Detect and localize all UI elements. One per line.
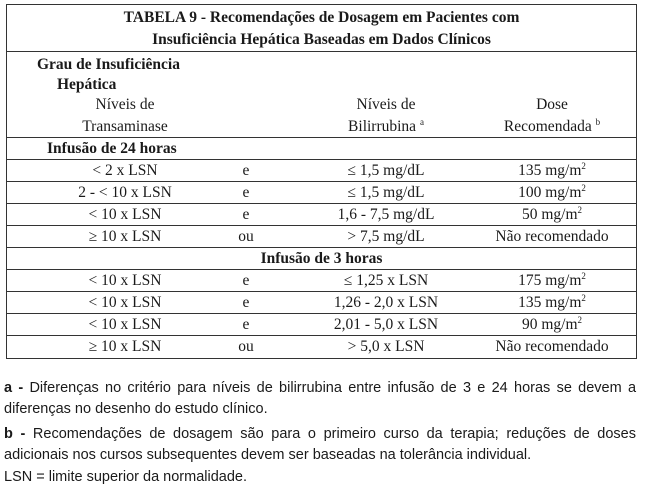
header-bilirrubina-sup: a [419,116,424,127]
section-24h-title: Infusão de 24 horas [7,138,636,160]
cell-conjunction [207,160,285,182]
table-row [7,336,636,358]
cell-dose-sup: 2 [577,314,583,325]
cell-conjunction [207,204,285,226]
cell-bilirrubina [287,204,485,226]
footnote-b-label: b - [4,426,26,442]
header-transaminase-line2: Transaminase [82,118,168,135]
cell-bilirrubina [287,226,485,248]
header-bilirrubina-line1: Níveis de [356,96,416,113]
grau-line2: Hepática [57,76,117,93]
footnote-b-text: Recomendações de dosagem são para o primeiro curso da terapia; reduções de doses adicionais nos cursos subsequentes devem ser baseadas na tolerância individual. [4,426,636,463]
cell-dose [467,226,637,248]
header-dose [467,94,637,138]
cell-bilirrubina [287,314,485,336]
cell-bilirrubina [287,160,485,182]
cell-conjunction [207,336,285,358]
header-bilirrubina-line2 [287,116,485,138]
header-transaminase [7,94,243,138]
cell-dose [467,182,637,204]
header-dose-sup: b [595,116,601,127]
cell-dose-text: 100 mg/m [518,184,582,201]
cell-dose [467,336,637,358]
cell-dose-text: Não recomendado [495,338,609,355]
cell-conjunction-text: e [242,184,250,201]
cell-bilirrubina [287,292,485,314]
grau-heading [7,52,636,94]
cell-bilirrubina-text: 1,26 - 2,0 x LSN [333,294,439,311]
cell-dose-sup: 2 [581,182,586,193]
cell-conjunction [207,226,285,248]
cell-transaminase-text: ≥ 10 x LSN [88,228,162,245]
header-transaminase-line1: Níveis de [95,96,155,113]
cell-bilirrubina-text: > 7,5 mg/dL [347,228,425,245]
cell-bilirrubina [287,270,485,292]
header-bilirrubina-text: Bilirrubina [348,118,417,135]
cell-bilirrubina-text: ≤ 1,5 mg/dL [347,162,425,179]
cell-dose [467,292,637,314]
cell-bilirrubina-text: 1,6 - 7,5 mg/dL [337,206,435,223]
cell-transaminase-text: 2 - < 10 x LSN [78,184,172,201]
cell-dose-sup: 2 [581,160,586,171]
cell-dose-text: Não recomendado [495,228,609,245]
cell-conjunction-text: e [242,206,250,223]
cell-transaminase-text: < 2 x LSN [92,162,158,179]
cell-bilirrubina-text: ≤ 1,5 mg/dL [347,184,425,201]
table-row [7,314,636,336]
grau-line1: Grau de Insuficiência [37,56,180,73]
table-row [7,182,636,204]
cell-conjunction-text: ou [238,228,254,245]
table-row [7,226,636,248]
cell-dose-text: 135 mg/m [518,162,582,179]
cell-transaminase-text: ≥ 10 x LSN [88,338,162,355]
footnote-a-text: Diferenças no critério para níveis de bilirrubina entre infusão de 3 e 24 horas se devem a diferenças no desenho do estudo clínico. [4,380,637,417]
cell-dose-text: 50 mg/m [521,206,578,223]
cell-bilirrubina [287,336,485,358]
cell-conjunction [207,292,285,314]
table-row [7,204,636,226]
cell-transaminase-text: < 10 x LSN [88,294,162,311]
table-row [7,160,636,182]
footnote-lsn: LSN = limite superior da normalidade. [4,469,247,485]
cell-conjunction-text: e [242,316,250,333]
footnote-a-label: a - [4,380,24,396]
cell-conjunction [207,314,285,336]
cell-dose [467,160,637,182]
cell-dose [467,314,637,336]
cell-conjunction-text: ou [238,338,254,355]
column-headers [7,94,636,138]
cell-conjunction-text: e [242,272,250,289]
footnote-a [4,378,636,420]
cell-conjunction-text: e [242,162,250,179]
cell-bilirrubina-text: > 5,0 x LSN [347,338,425,355]
cell-conjunction [207,182,285,204]
cell-bilirrubina [287,182,485,204]
table-title-line1: TABELA 9 - Recomendações de Dosagem em Pacientes com [123,9,520,26]
header-bilirrubina [287,94,485,138]
cell-dose-text: 175 mg/m [518,272,582,289]
cell-conjunction [207,270,285,292]
cell-bilirrubina-text: 2,01 - 5,0 x LSN [333,316,439,333]
cell-dose [467,270,637,292]
cell-dose-text: 135 mg/m [518,294,582,311]
section-3h-title: Infusão de 3 horas [7,248,636,270]
cell-transaminase-text: < 10 x LSN [88,272,162,289]
header-dose-line2 [467,116,637,138]
header-dose-line1: Dose [536,96,568,113]
cell-dose-text: 90 mg/m [521,316,578,333]
cell-transaminase-text: < 10 x LSN [88,206,162,223]
dosage-table [6,4,637,359]
cell-dose [467,204,637,226]
header-dose-text: Recomendada [503,118,592,135]
cell-dose-sup: 2 [581,270,586,281]
table-row [7,292,636,314]
cell-conjunction-text: e [242,294,250,311]
cell-transaminase-text: < 10 x LSN [88,316,162,333]
section-24h-rows [7,160,636,248]
cell-dose-sup: 2 [577,204,583,215]
cell-dose-sup: 2 [581,292,586,303]
section-3h-rows [7,270,636,358]
cell-bilirrubina-text: ≤ 1,25 x LSN [343,272,429,289]
table-row [7,270,636,292]
table-title-line2: Insuficiência Hepática Baseadas em Dados Clínicos [152,31,491,48]
footnote-b [4,424,636,466]
table-title [7,5,636,52]
